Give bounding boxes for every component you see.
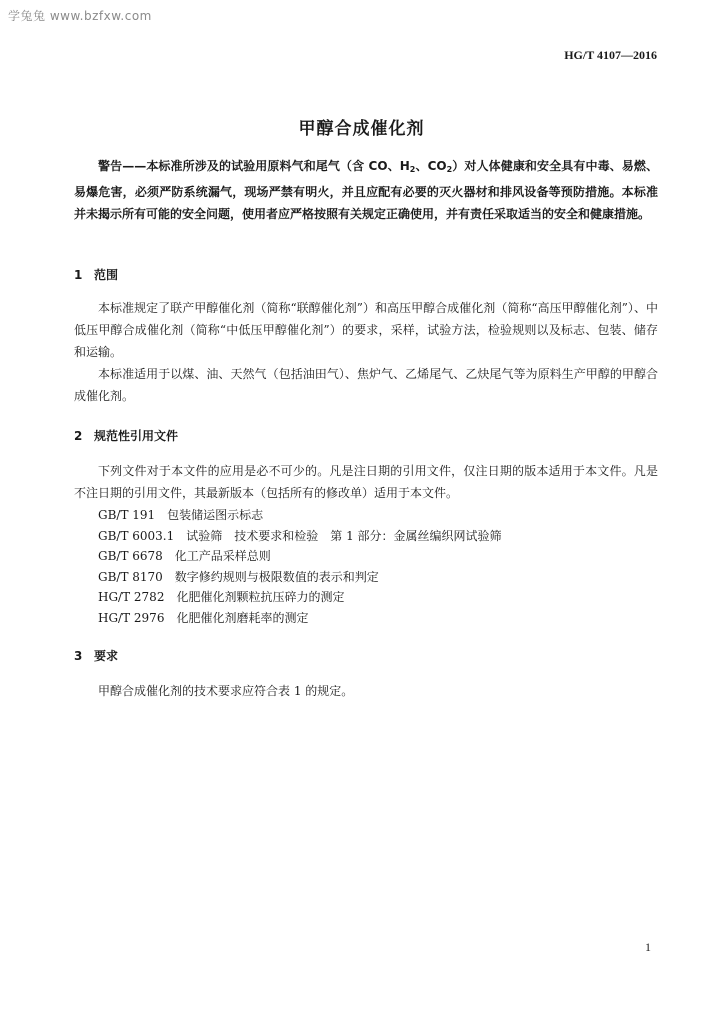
warning-subscript-h2: 2 [409, 165, 416, 174]
section-3-number: 3 [74, 649, 83, 663]
warning-text-post: ）对人体健康和安全具有中毒、易燃、易爆危害，必须严防系统漏气，现场严禁有明火，并且应配有必要的灭火器材和排风设备等预防措施。本标准并未揭示所有可能的安全问题，使用者应严格按照有关规定正确使用，并有责任采取适当的安全和健康措施。 [74, 159, 658, 221]
warning-text-pre: 警告——本标准所涉及的试验用原料气和尾气（含 CO、H [98, 159, 410, 173]
reference-item: HG/T 2782 化肥催化剂颗粒抗压碎力的测定 [98, 590, 345, 605]
section-1-paragraph-2: 本标准适用于以煤、油、天然气（包括油田气）、焦炉气、乙烯尾气、乙炔尾气等为原料生产甲醇的甲醇合成催化剂。 [74, 367, 658, 403]
section-3-heading [74, 647, 118, 664]
section-2-paragraph-1: 下列文件对于本文件的应用是必不可少的。凡是注日期的引用文件，仅注日期的版本适用于本文件。凡是不注日期的引用文件，其最新版本（包括所有的修改单）适用于本文件。 [74, 464, 658, 500]
watermark: 学兔兔 www.bzfxw.com [8, 9, 152, 23]
section-2-title: 规范性引用文件 [94, 429, 179, 443]
section-2-number: 2 [74, 429, 83, 443]
section-3-paragraph-1: 甲醇合成催化剂的技术要求应符合表 1 的规定。 [98, 684, 354, 698]
warning-subscript-co2: 2 [446, 165, 453, 174]
section-1-number: 1 [74, 268, 83, 282]
reference-list [98, 505, 502, 629]
reference-item: GB/T 6003.1 试验筛 技术要求和检验 第 1 部分：金属丝编织网试验筛 [98, 528, 502, 543]
section-2-heading [74, 427, 178, 444]
reference-item: GB/T 6678 化工产品采样总则 [98, 549, 271, 564]
warning-text-mid: 、CO [415, 159, 447, 173]
document-code: HG/T 4107—2016 [564, 48, 657, 62]
page-number: 1 [645, 940, 651, 954]
warning-paragraph [74, 155, 658, 225]
section-1-heading [74, 266, 118, 283]
document-title: 甲醇合成催化剂 [298, 119, 425, 139]
section-1-title: 范围 [94, 268, 119, 282]
section-1-paragraph-1: 本标准规定了联产甲醇催化剂（简称“联醇催化剂”）和高压甲醇合成催化剂（简称“高压甲醇催化剂”）、中低压甲醇合成催化剂（简称“中低压甲醇催化剂”）的要求，采样，试验方法，检验规则以及标志、包装、储存和运输。 [74, 301, 658, 359]
section-3-title: 要求 [94, 649, 119, 663]
reference-item: HG/T 2976 化肥催化剂磨耗率的测定 [98, 610, 309, 625]
reference-item: GB/T 191 包装储运图示标志 [98, 508, 264, 522]
reference-item: GB/T 8170 数字修约规则与极限数值的表示和判定 [98, 569, 379, 584]
